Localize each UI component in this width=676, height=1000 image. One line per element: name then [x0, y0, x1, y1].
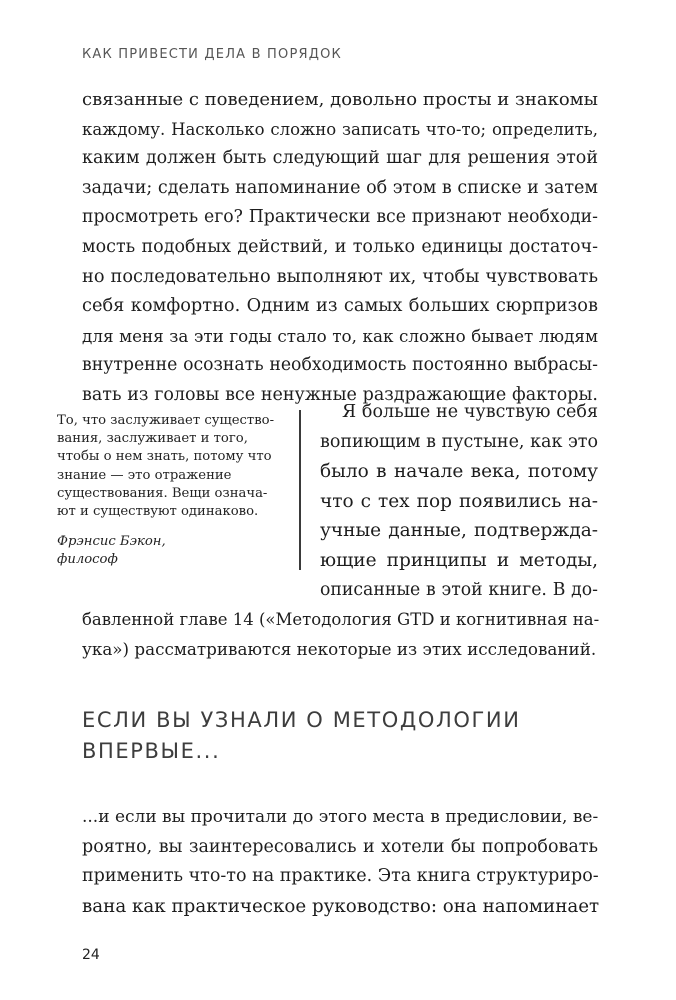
text-line: просмотреть его? Практически все признают необходи- [82, 207, 598, 228]
text-line: мость подобных действий, и только единицы достаточ- [82, 236, 598, 257]
text-line: Я больше не чувствую себя [342, 402, 598, 422]
quote-divider [299, 410, 301, 570]
sidebar-quote [57, 412, 284, 521]
text-line: себя комфортно. Одним из самых больших сюрпризов [82, 296, 598, 317]
heading-line: ВПЕРВЫЕ... [82, 739, 221, 763]
paragraph-3 [82, 803, 598, 921]
heading-line: ЕСЛИ ВЫ УЗНАЛИ О МЕТОДОЛОГИИ [82, 708, 521, 732]
text-line: бавленной главе 14 («Методология GTD и когнитивная на- [82, 610, 600, 629]
text-line: было в начале века, потому [320, 461, 598, 483]
text-line: описанные в этой книге. В до- [320, 579, 598, 600]
running-head: КАК ПРИВЕСТИ ДЕЛА В ПОРЯДОК [82, 47, 342, 62]
section-heading [82, 705, 612, 767]
quote-line: вания, заслуживает и того, [57, 431, 248, 447]
quote-line: То, что заслуживает существо- [57, 413, 275, 428]
text-line: для меня за эти годы стало то, как сложно бывает людям [82, 325, 598, 346]
text-line: задачи; сделать напоминание об этом в списке и затем [82, 177, 598, 198]
text-line: роятно, вы заинтересовались и хотели бы попробовать [82, 836, 598, 857]
quote-author-role: философ [57, 552, 118, 568]
text-line: учные данные, подтвержда- [320, 520, 598, 542]
quote-author: Фрэнсис Бэкон, [57, 534, 166, 549]
text-line: внутренне осознать необходимость постоянно выбрасы- [82, 355, 598, 376]
text-line: ющие принципы и методы, [320, 549, 598, 571]
paragraph-2 [320, 398, 598, 605]
text-line: каждому. Насколько сложно записать что-то; определить, [82, 119, 598, 139]
quote-line: чтобы о нем знать, потому что [57, 449, 272, 465]
text-line: ...и если вы прочитали до этого места в предисловии, ве- [82, 807, 599, 827]
paragraph-1 [82, 85, 598, 411]
paragraph-2-continued [82, 605, 598, 664]
text-line: вана как практическое руководство: она напоминает [82, 895, 600, 917]
text-line: вать из головы все ненужные раздражающие факторы. [82, 384, 598, 405]
quote-line: ют и существуют одинаково. [57, 504, 259, 520]
text-line: что с тех пор появились на- [320, 490, 598, 512]
text-line: ука») рассматриваются некоторые из этих исследований. [82, 638, 597, 659]
text-line: но последовательно выполняют их, чтобы чувствовать [82, 266, 598, 287]
text-line: связанные с поведением, довольно просты и знакомы [82, 89, 598, 110]
text-line: вопиющим в пустыне, как это [320, 431, 598, 452]
text-line: применить что-то на практике. Эта книга структуриро- [82, 866, 599, 887]
text-line: каким должен быть следующий шаг для решения этой [82, 148, 598, 169]
quote-line: существования. Вещи означа- [57, 485, 268, 501]
page-number: 24 [82, 947, 100, 963]
quote-line: знание — это отражение [57, 467, 232, 483]
quote-attribution [57, 533, 166, 570]
